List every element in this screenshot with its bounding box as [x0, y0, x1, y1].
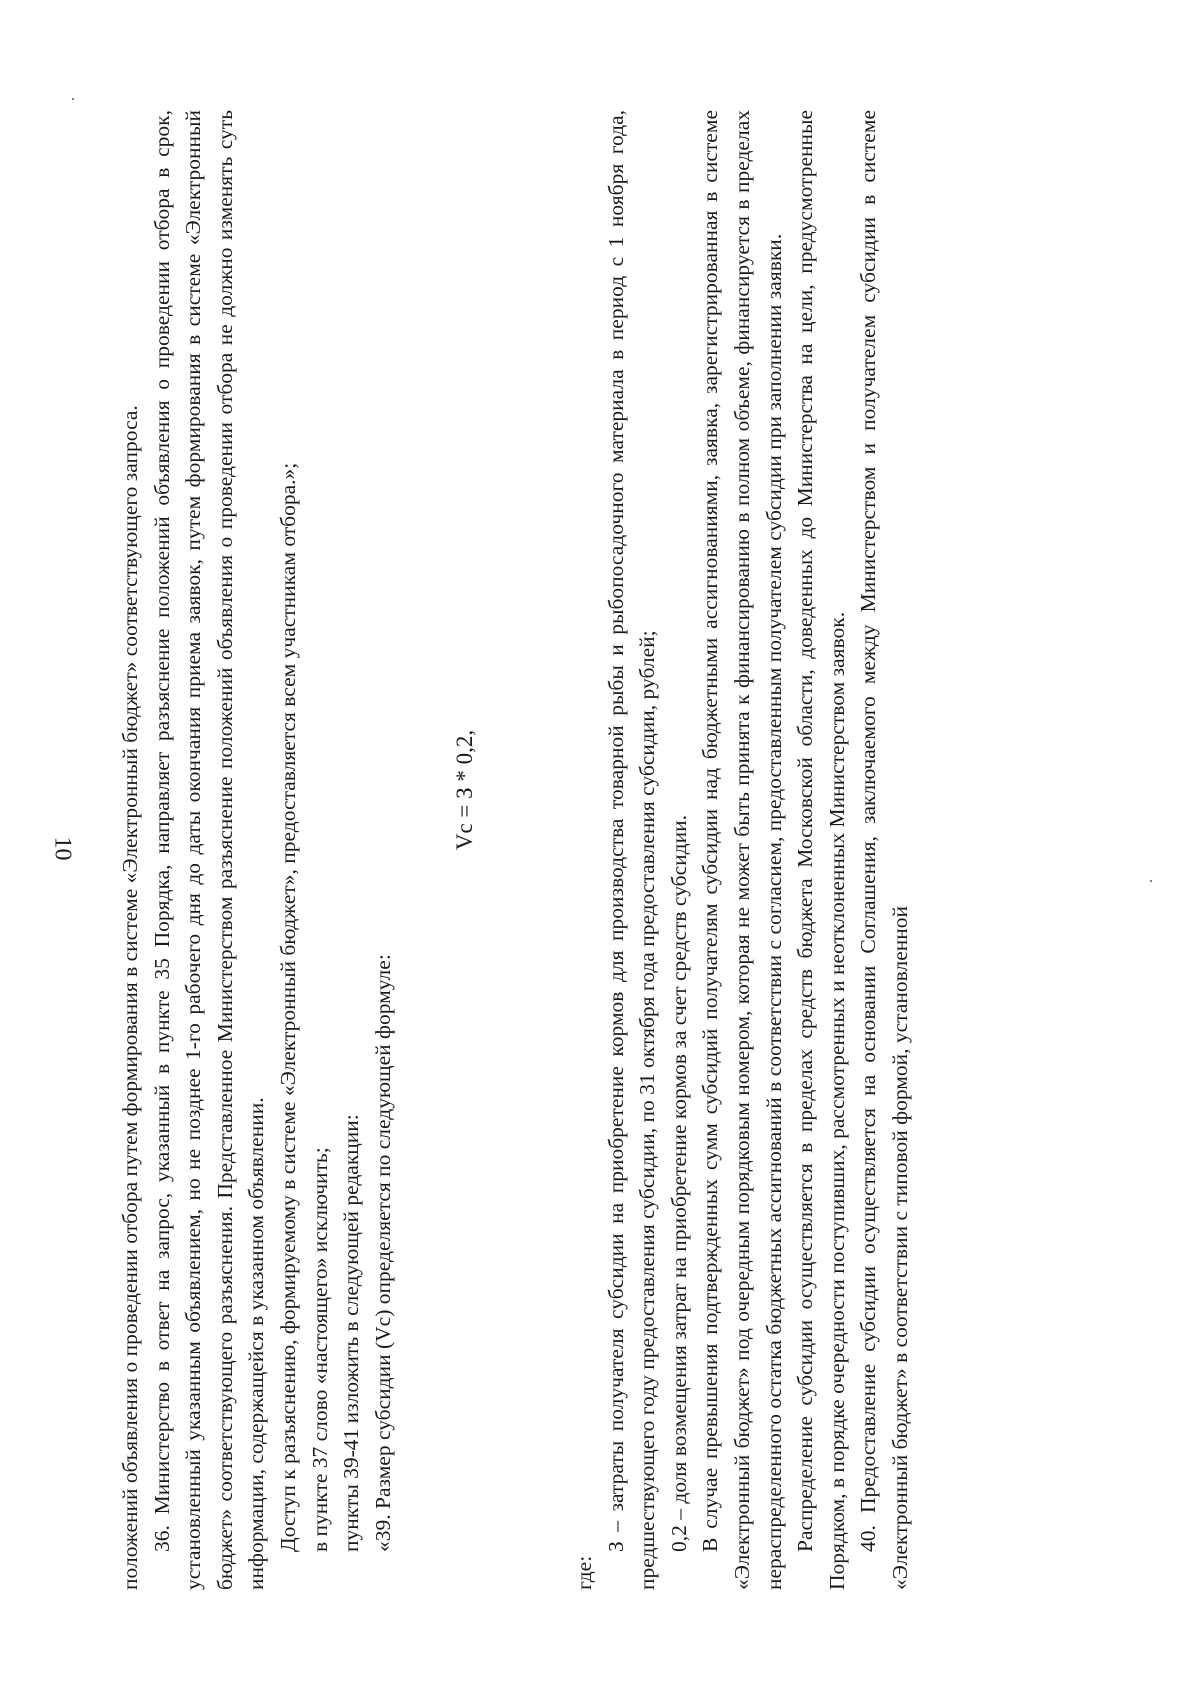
- paragraph-39: «39. Размер субсидии (Vc) определяется по следующей формуле:: [370, 954, 395, 1552]
- paragraph-access: Доступ к разъяснению, формируемому в системе «Электронный бюджет», предоставляется всем участникам отбора.»;: [275, 462, 300, 1552]
- paragraph-distribution: Распределение субсидии осуществляется в пределах средств бюджета Московской области, доведенных до Министерства на цели, предусмотренные Порядком, в порядке очередности поступивших, рассмотренных и неотклоненных Министерством заявок.: [793, 110, 849, 1590]
- definition-share: 0,2 – доля возмещения затрат на приобретение кормов за счет средств субсидии.: [666, 815, 691, 1552]
- amendment-39-41: пункты 39-41 изложить в следующей редакции:: [339, 1114, 364, 1552]
- scan-speck: [1150, 880, 1152, 882]
- scan-speck: [72, 98, 74, 100]
- where-label: где:: [571, 1555, 596, 1590]
- paragraph-excess: В случае превышения подтвержденных сумм субсидий получателям субсидии над бюджетными ассигнованиями, заявка, зарегистрированная в системе «Электронный бюджет» под очередным порядковым номером, которая не может быть принята к финансированию в полном объеме, финансируется в пределах нераспределенного остатка бюджетных ассигнований в соответствии с согласием, предоставленным получателем субсидии при заполнении заявки.: [698, 110, 786, 1590]
- document-body: [115, 110, 916, 1590]
- page-number: 10: [49, 836, 76, 861]
- amendment-37: в пункте 37 слово «настоящего» исключить;: [307, 1147, 332, 1552]
- subsidy-formula: Vc = З * 0,2,: [452, 729, 478, 851]
- paragraph-36: 36. Министерство в ответ на запрос, указанный в пункте 35 Порядка, направляет разъяснение положений объявления о проведении отбора в срок, установленный указанным объявлением, но не позднее 1-го рабочего дня до даты окончания приема заявок, путем формирования в системе «Электронный бюджет» соответствующего разъяснения. Представленное Министерством разъяснение положений объявления о проведении отбора не должно изменять суть информации, содержащейся в указанном объявлении.: [149, 110, 269, 1590]
- paragraph-1: положений объявления о проведении отбора путем формирования в системе «Электронный бюджет» соответствующего запроса.: [118, 405, 142, 1590]
- amendments-list: [305, 110, 400, 1590]
- definition-z: З – затраты получателя субсидии на приобретение кормов для производства товарной рыбы и рыбопосадочного материала в период с 1 ноября года, предшествующего году предоставления субсидии, по 31 октября года предоставления субсидии, рублей;: [603, 110, 660, 1590]
- paragraph-40: 40. Предоставление субсидии осуществляется на основании Соглашения, заключаемого между Министерством и получателем субсидии в системе «Электронный бюджет» в соответствии с типовой формой, установленной: [856, 110, 912, 1590]
